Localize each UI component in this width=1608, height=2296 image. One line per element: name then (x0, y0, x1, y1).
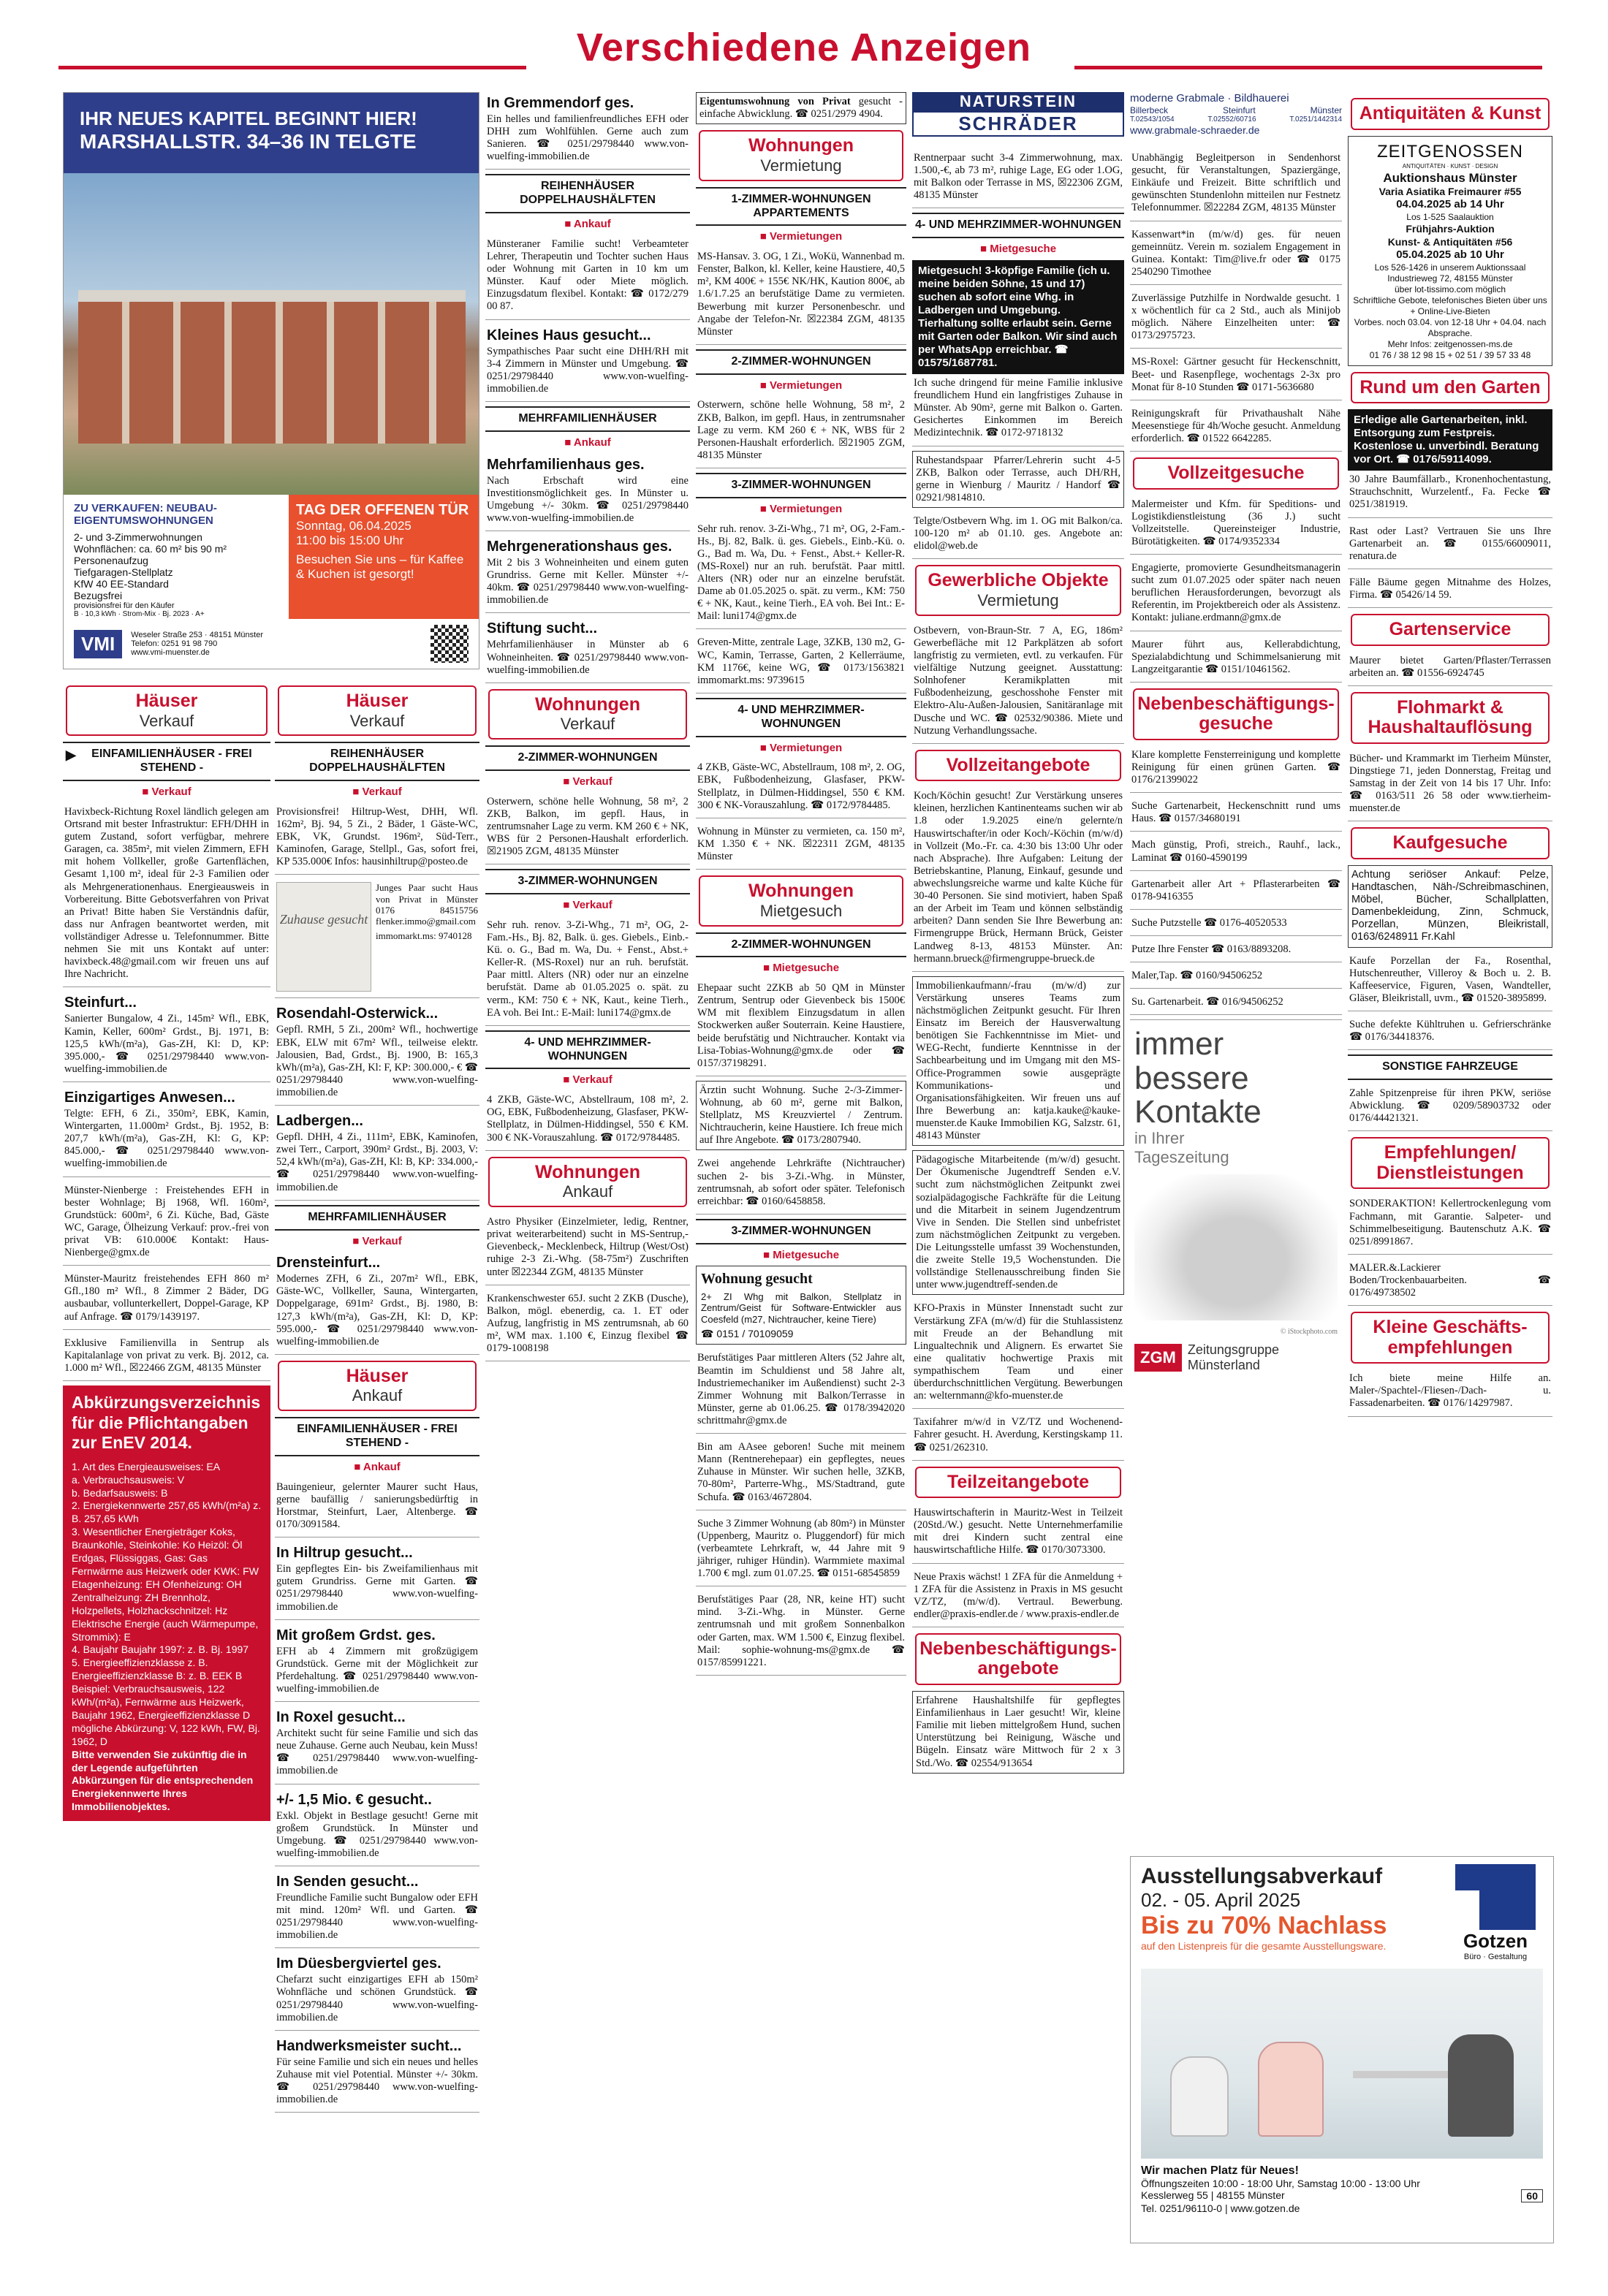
classified-ad[interactable]: Ärztin sucht Wohnung. Suche 2-/3-Zimmer-Wohnung, ab 60 m², gerne mit Balkon, Stellplatz, MS Kreuzviertel / Zentrum. Nichtraucherin, keine Haustiere. Ich freue mich auf Ihre Angebote. ☎ 0173/2807940. (696, 1081, 906, 1151)
tag-vermietungen: ■ Vermietungen (696, 230, 906, 243)
box-body: 2+ ZI Whg mit Balkon, Stellplatz in Zentrum/Geist für Software-Entwickler aus Coesfeld (m27, Nichtraucher, keine Tiere) (701, 1290, 901, 1325)
classified-ad[interactable]: Gartenarbeit aller Art + Pflasterarbeiten ☎ 0178-9416355 (1130, 875, 1342, 910)
naturstein-logo[interactable] (912, 92, 1124, 143)
garten-highlight-ad[interactable]: Erledige alle Gartenarbeiten, inkl. Entsorgung zum Festpreis. Kostenlose u. unverbindl. Beratung vor Ort. ☎ 0176/59114099. (1348, 409, 1552, 471)
classified-ad[interactable]: Telgte/Ostbevern Whg. im 1. OG mit Balkon/ca. 100-120 m² ab 01.10. ges. Angebote an: elidol@web.de (912, 512, 1124, 559)
vmi-ad[interactable] (63, 92, 479, 669)
classified-ad[interactable]: Mehrgenerationshaus ges. Mit 2 bis 3 Wohneinheiten und einem guten Grundriss. Gerne mit Keller. Münster +/- 40km. ☎ 0251/29798440 www.von-wuelfing-immobilien.de (485, 536, 690, 613)
subheading-mfh: MEHRFAMILIENHÄUSER (485, 406, 690, 432)
abbreviation-line: 4. Baujahr Baujahr 1997: z. B. Bj. 1997 (72, 1643, 249, 1656)
subheading-mfh: MEHRFAMILIENHÄUSER (275, 1205, 479, 1231)
classified-ad[interactable]: Klare komplette Fensterreinigung und komplette Reinigung für einen grünen Garten. ☎ 0176/21399022 (1130, 746, 1342, 793)
classified-ad[interactable]: Berufstätiges Paar mittleren Alters (52 Jahre alt, Beamtin im Schuldienst und 58 Jahre alt, Industriemechaniker im Außendienst) sucht 2-3 Zimmer Wohnung mit Balkon/Terrasse in Münster, gerne ab 01.06.25. ☎ 0178/3942020 schrittmahr@gmx.de (696, 1349, 906, 1434)
zeitgenossen-ad[interactable]: ZEITGENOSSEN ANTIQUITÄTEN · KUNST · DESIGN Auktionshaus Münster Varia Asiatika Freimaurer #55 04.04.2025 ab 14 Uhr Los 1-525 Saalauktion Frühjahrs-Auktion Kunst- & Antiquitäten #56 05.04.2025 ab 10 Uhr Los 526-1426 in unserem Auktionssaal Industrieweg 72, 48155 Münster über lot-tissimo.com möglich Schriftliche Gebote, telefonisches Bieten über uns + Online-Live-Bieten Vorbes. noch 03.04. von 12-18 Uhr + 04.04. nach Absprache. Mehr Infos: zeitgenossen-ms.de 01 76 / 38 12 98 15 + 02 51 / 39 57 33 48 (1348, 136, 1552, 366)
classified-ad[interactable]: Ruhestandspaar Pfarrer/Lehrerin sucht 4-5 ZKB, Balkon oder Terrasse, auch DH/RH, gerne in Wienburg / Mauritz / Handorf ☎ 02921/9814810. (912, 451, 1124, 508)
category-vollzeitangebote: Vollzeitangebote (915, 750, 1121, 782)
classified-ad[interactable]: Wohnung in Münster zu vermieten, ca. 150 m², KM 1.350 € + NK. ☒22311 ZGM, 48135 Münster (696, 823, 906, 870)
subheading-3zi: 3-ZIMMER-WOHNUNGEN (696, 473, 906, 498)
classified-ad[interactable]: Su. Gartenarbeit. ☎ 016/94506252 (1130, 993, 1342, 1015)
tag-verkauf: ■ Verkauf (275, 1235, 479, 1248)
tag-ankauf: ■ Ankauf (275, 1461, 479, 1474)
header-rule-left (58, 66, 526, 69)
classified-ad[interactable]: Mehrfamilienhaus ges. Nach Erbschaft wird eine Investitionsmöglichkeit ges. In Münster u. Umgebung +/- 30km. ☎ 0251/29798440 www.von-wuelfing-immobilien.de (485, 454, 690, 531)
subheading-4zi: 4- UND MEHRZIMMER-WOHNUNGEN (696, 698, 906, 737)
classified-ad[interactable]: Mach günstig, Profi, streich., Rauhf., lack., Laminat ☎ 0160-4590199 (1130, 836, 1342, 870)
ad-heading: In Gremmendorf ges. (487, 95, 634, 111)
tag-verkauf: ■ Verkauf (485, 775, 690, 788)
category-flohmarkt: Flohmarkt & Haushaltauflösung (1351, 692, 1550, 744)
tag-ankauf: ■ Ankauf (485, 436, 690, 449)
gotzen-dates: 02. - 05. April 2025 (1141, 1889, 1301, 1911)
classified-ad[interactable]: Greven-Mitte, zentrale Lage, 3ZKB, 130 m2, G-WC, Kamin, Terrasse, Garten, 2 Kellerräume, KM 1176€, keine WG, ☎ 0173/1563821 immomarkt.ms: 9739615 (696, 634, 906, 693)
classified-ad[interactable]: Berufstätiges Paar (28, NR, keine HT) sucht mind. 3-Zi.-Whg. in Münster. Gerne zentrumsnah und mit großem Sonnenbalkon oder Garten, max. WM 1.500 €, Einzug flexibel. Mail: sophie-wohnung-ms@gmx.de ☎ 0157/85991221. (696, 1591, 906, 1676)
column-2a (275, 680, 479, 2258)
category-wohnungen-verkauf: Wohnungen Verkauf (488, 689, 687, 740)
tag-verkauf: ■ Verkauf (63, 786, 270, 799)
subheading-2zi: 2-ZIMMER-WOHNUNGEN (485, 745, 690, 771)
classified-ad[interactable]: Achtung seriöser Ankauf: Pelze, Handtaschen, Näh-/Schreibmaschinen, Möbel, Bücher, Schallplatten, Damenbekleidung, Zinn, Schmuck, Porzellan, Münzen, Bleikristall, 0163/6248911 Fr.Kahl (1348, 865, 1552, 948)
abbreviation-line: a. Verbrauchsausweis: V (72, 1473, 185, 1486)
classified-ad[interactable]: Münster-Mauritz freistehendes EFH 860 m² Gfl.,180 m² Wfl., 8 Zimmer 2 Bäder, DG ausbaubar, vollunterkellert, Doppel-Garage, KP auf Anfrage. ☎ 0179/1439197. (63, 1270, 270, 1329)
abbreviation-title: Abkürzungsverzeichnis für die Pflichtangaben zur EnEV 2014. (72, 1392, 261, 1453)
category-empfehlungen: Empfehlungen/ Dienstleistungen (1351, 1137, 1550, 1189)
vmi-commission: provisionsfrei für den Käufer (74, 601, 175, 610)
naturstein-name: NATURSTEIN (912, 92, 1124, 111)
classified-ad[interactable]: Zahle Spitzenpreise für ihren PKW, seriöse Abwicklung. ☎ 0209/58903732 oder 0176/44421321. (1348, 1084, 1552, 1131)
category-nebenbeschaeftigung-angebote: Nebenbeschäftigungs-angebote (915, 1633, 1121, 1685)
category-kaufgesuche: Kaufgesuche (1351, 827, 1550, 859)
tag-ankauf: ■ Ankauf (485, 218, 690, 231)
gotzen-discount: Bis zu 70% Nachlass (1141, 1912, 1387, 1939)
category-vollzeitgesuche: Vollzeitgesuche (1133, 457, 1339, 490)
classified-ad[interactable]: MS-Roxel: Gärtner gesucht für Heckenschnitt, Beet- und Rasenpflege, wochentags 2-3x pro Monat für 8-10 Stunden ☎ 0171-5636680 (1130, 353, 1342, 400)
ad-code: immomarkt.ms: 9740128 (376, 930, 472, 941)
subheading-1zi: 1-ZIMMER-WOHNUNGEN APPARTEMENTS (696, 187, 906, 227)
gotzen-hours: Öffnungszeiten 10:00 - 18:00 Uhr, Samstag 10:00 - 13:00 Uhr (1141, 2178, 1420, 2189)
arrow-icon: ▶ (66, 748, 76, 763)
classified-ad[interactable]: Bauingenieur, gelernter Maurer sucht Haus, gerne baufällig / sanierungsbedürftig in Horstmar, Steinfurt, Laer, Altenberge. ☎ 0170/3091584. (275, 1478, 479, 1537)
ad-heading: Steinfurt... (64, 995, 137, 1011)
subheading-efh: ▶ EINFAMILIENHÄUSER - FREI STEHEND - (63, 742, 270, 781)
classified-ad[interactable]: Maler,Tap. ☎ 0160/94506252 (1130, 967, 1342, 989)
gotzen-claim: Wir machen Platz für Neues! (1141, 2164, 1299, 2177)
house-drawing-image: Zuhause gesucht (276, 882, 371, 992)
building-photo (64, 173, 479, 495)
abbreviation-line: 1. Art des Energieausweises: EA (72, 1460, 221, 1472)
classified-ad[interactable]: SONDERAKTION! Kellertrockenlegung vom Fachmann, mit Garantie. Salpeter- und Schimmelbeseitigung. Bautenschutz A.K. ☎ 0251/8991867. (1348, 1195, 1552, 1254)
vmi-feature: Bezugsfrei (74, 590, 123, 601)
subheading-4zi: 4- UND MEHRZIMMER-WOHNUNGEN (485, 1030, 690, 1070)
category-gewerbliche-objekte: Gewerbliche Objekte Vermietung (915, 565, 1121, 615)
classified-ad[interactable]: Neue Praxis wächst! 1 ZFA für die Anmeldung + 1 ZFA für die Assistenz in Praxis in MS gesucht VZ/TZ, (m/w/d). Vertraul. Bewerbung. endler@praxis-endler.de / www.praxis-endler.de (912, 1568, 1124, 1627)
category-wohnungen-ankauf: Wohnungen Ankauf (488, 1157, 687, 1207)
classified-ad[interactable]: Havixbeck-Richtung Roxel ländlich gelegen am Ortsrand mit bester Infrastruktur: EFH/DHH in gutem Zustand, sofort verfügbar, mehrere Garagen, ca. 385m², mit vielen Zimmern, EFH mit hohem Vollkeller, große Gartenflächen, Gesamt 1,100 m², ideal für 2-3 Familien oder als Mehrgenerationenhaus. Energieausweis in Vorbereitung. Bitte Gebotsverfahren von Privat an Privat! Bitte haben Sie Verständnis dafür, dass nur Anfragen beantwortet werden, mit vollständiger Adresse u. Telefonnummer. Bitte nehmen Sie mit uns Kontakt auf unter: havixbeck.48@gmail.com wir freuen uns auf Ihre Nachricht. (63, 803, 270, 988)
gotzen-logo-sub: Büro · Gestaltung (1463, 1953, 1528, 1961)
open-house-date: Sonntag, 06.04.2025 (296, 519, 412, 533)
category-garten: Rund um den Garten (1351, 372, 1550, 404)
category-haeuser-ankauf: Häuser Ankauf (278, 1361, 477, 1411)
classified-ad[interactable]: Bin am AAsee geboren! Suche mit meinem Mann (Rentnerehepaar) ein gepflegtes, neues Zuhause in Münster. Wir suchen helle, 3ZKB, 70-80m², Parterre-Whg., MS/Stadtrand, gute Schufa. ☎ 0163/4672804. (696, 1438, 906, 1510)
tag-vermietungen: ■ Vermietungen (696, 742, 906, 755)
category-gartenservice: Gartenservice (1351, 614, 1550, 646)
zgm-logo: ZGM (1134, 1344, 1182, 1372)
page-title: Verschiedene Anzeigen (562, 15, 1046, 80)
category-teilzeitangebote: Teilzeitangebote (915, 1467, 1121, 1499)
vmi-feature: Tiefgaragen-Stellplatz (74, 566, 173, 578)
classified-ad[interactable]: Bücher- und Krammarkt im Tierheim Münster, Dingstiege 71, jeden Donnerstag, Freitag und Samstag in der Zeit von 14 bis 17 Uhr. Info: ☎ 0163/511 26 58 oder www.tierheim-muenster.de (1348, 750, 1552, 822)
category-subtitle: Verkauf (139, 711, 194, 730)
wohnung-gesucht-box[interactable] (696, 1266, 906, 1345)
furniture-image (1141, 1969, 1543, 2159)
open-house-time: 11:00 bis 15:00 Uhr (296, 533, 404, 547)
gotzen-logo-icon (1455, 1864, 1536, 1930)
classified-ad[interactable]: Pädagogische Mitarbeitende (m/w/d) gesucht. Der Ökumenische Jugendtreff Senden e.V. sucht zum nächstmöglichen Zeitpunkt zwei sozialpädagogische Fachkräfte für die Leitung und die Mitarbeit in seinem Jugendzentrum Vive in Senden. Die Stellen sind unbefristet zum nächstmöglichen Zeitpunkt zu vergeben. Die Leitungsstelle umfasst 39 Wochenstunden, die zweite Stelle 19,5 Wochenstunden. Die vollständige Stellenausschreibung finden Sie unter www.jugendtreff-senden.de (912, 1150, 1124, 1295)
classified-ad[interactable] (275, 1252, 479, 1355)
category-wohnungen-vermietung: Wohnungen Vermietung (699, 130, 903, 180)
box-title: Wohnung gesucht (701, 1271, 813, 1288)
gotzen-address: Kesslerweg 55 | 48155 Münster (1141, 2189, 1285, 2201)
vmi-feature: 2- und 3-Zimmerwohnungen (74, 531, 202, 543)
classified-ad[interactable] (63, 1087, 270, 1177)
classified-ad[interactable]: Taxifahrer m/w/d in VZ/TZ und Wochenend-Fahrer gesucht. H. Averdung, Kerstingskamp 11. ☎ 0251/262310. (912, 1413, 1124, 1460)
classified-ad[interactable]: Koch/Köchin gesucht! Zur Verstärkung unseres kleinen, herzlichen Kantinenteams suchen wir ab 1.8 oder 1.9.2025 eine/n gelernte/n Hauswirtschafter/in oder Koch/-Köchin (m/w/d) in Vollzeit (Mo.-Fr. ca. 4:30 bis 13:00 Uhr oder nach Absprache). Ihre Aufgaben: Leitung der Betriebskantine, Planung, Einkauf, gesunde und abwechslungsreiche warme und kalte Küche für 30-40 Personen. Sie sind motiviert, haben Spaß an der Arbeit im Team und können selbständig arbeiten? Dann senden Sie Ihre Bewerbung an: Firmengruppe Brück, Hermann Brück, Geister Landweg 8-13, 48153 Münster. An: hermann.brueck@firmengruppe-brueck.de (912, 787, 1124, 972)
classified-ad[interactable]: Suche Gartenarbeit, Heckenschnitt rund ums Haus. ☎ 0157/34680191 (1130, 797, 1342, 832)
subheading-3zi: 3-ZIMMER-WOHNUNGEN (696, 1219, 906, 1244)
vmi-logo: VMI (74, 630, 122, 658)
category-title: Häuser (135, 691, 198, 711)
classified-ad[interactable]: Maurer führt aus, Kellerabdichtung, Spezialabdichtung und Schimmelsanierung mit Langzeitgarantie ☎ 0151/10461562. (1130, 636, 1342, 683)
category-haeuser-verkauf (66, 685, 268, 736)
subheading-2zi: 2-ZIMMER-WOHNUNGEN (696, 932, 906, 958)
abbreviation-line: b. Bedarfsausweis: B (72, 1486, 168, 1499)
classified-ad[interactable]: Osterwern, schöne helle Wohnung, 58 m², 2 ZKB, Balkon, im gepfl. Haus, in zentrumsnaher Lage zu verm. KM 260 € + NK, WBS für 2 Personen-Haushalt erforderlich. ☒21905 ZGM, 48135 Münster (485, 793, 690, 865)
classified-ad[interactable]: Osterwern, schöne helle Wohnung, 58 m², 2 ZKB, Balkon, im gepfl. Haus, in zentrumsnaher Lage zu verm. KM 260 € + NK, WBS für 2 Personen-Haushalt erforderlich. ☒21905 ZGM, 48135 Münster (696, 396, 906, 468)
tag-verkauf: ■ Verkauf (485, 899, 690, 912)
classified-ad[interactable]: Maurer bietet Garten/Pflaster/Terrassen arbeiten an. ☎ 01556-6924745 (1348, 652, 1552, 686)
naturstein-info: moderne Grabmale · Bildhauerei Billerbeck Steinfurt Münster T.02543/1054 T.02552/60716 T.0251/1442314 www.grabmale-schraeder.de (1130, 92, 1342, 136)
subheading-rh-dhh: REIHENHÄUSER DOPPELHAUSHÄLFTEN (275, 742, 479, 781)
vmi-energy: B · 10,3 kWh · Strom-Mix · Bj. 2023 · A+ (74, 610, 205, 618)
classified-ad[interactable]: Sehr ruh. renov. 3-Zi-Whg., 71 m², OG, 2-Fam.-Hs., Bj. 82, Balk. ü. ges. Giebels., Einb.-Kü. o. G., Bad m. Wa, Du. + Fenst., Abst.+ Keller-R. (MS-Roxel) nur an ruh. berufstät. Paar mittl. Alters (NR) oder nur an einzelne berufstät. Dame ab 01.05.2025 o. spät. zu verm., KM: 750 € + NK, Kaut., keine Tierh., EA voh. Bei Int.: E-Mail: luni174@gmx.de (696, 520, 906, 630)
vmi-address-headline: MARSHALLSTR. 34–36 IN TELGTE (80, 130, 417, 153)
classified-ad[interactable]: Provisionsfrei! Hiltrup-West, DHH, Wfl. 162m², Bj. 94, 5 Zi., 2 Bäder, 1 Gäste-WC, EBK, VK, Grundst. 196m², Süd-Terr., Kaminofen, Garage, Stellpl., Gas, sofort frei, KP 535.000€ Infos: hausinhiltrup@posteo.de (275, 803, 479, 875)
vmi-feature: Wohnflächen: ca. 60 m² bis 90 m² (74, 543, 227, 555)
classified-ad[interactable]: In Hiltrup gesucht... Ein gepflegtes Ein- bis Zweifamilienhaus mit gutem Grundriss. Gerne mit Garten. ☎ 0251/29798440 www.von-wuelfing-immobilien.de (275, 1542, 479, 1619)
subheading-efh: EINFAMILIENHÄUSER - FREI STEHEND - (275, 1417, 479, 1456)
classified-ad[interactable]: 30 Jahre Baumfällarb., Kronenhochentastung, Strauchschnitt, Wurzelentf., Fa. Fecke ☎ 0251/381919. (1348, 471, 1552, 517)
mietgesuch-highlight-ad[interactable]: Mietgesuch! 3-köpfige Familie (ich u. meine beiden Söhne, 15 und 17) suchen ab sofort eine Whg. in Ladbergen und Umgebung. Tierhaltung sollte erlaubt sein. Gerne mit Garten oder Balkon. Wir sind auch per WhatsApp erreichbar. ☎ 01575/1687781. (912, 260, 1124, 374)
tag-verkauf: ■ Verkauf (275, 786, 479, 799)
zgm-promo: immer bessere Kontakte in Ihrer Tageszeitung © iStockphoto.com ZGM Zeitungsgruppe Münsterland (1130, 1019, 1342, 1380)
ad-body: Junges Paar sucht Haus von Privat in Münster 0176 84515756 flenker.immo@gmail.com (376, 882, 478, 927)
classified-ad[interactable]: Suche Putzstelle ☎ 0176-40520533 (1130, 914, 1342, 936)
vmi-sale-title: ZU VERKAUFEN: NEUBAU-EIGENTUMSWOHNUNGEN (74, 502, 217, 527)
category-kleine-geschaefte: Kleine Geschäfts-empfehlungen (1351, 1312, 1550, 1364)
header-rule-right (1074, 66, 1542, 69)
classified-ad[interactable]: Kaufe Porzellan der Fa., Rosenthal, Hutschenreuther, Villeroy & Boch u. 2. B. Kaffeeservice, Figuren, Vasen, Wandteller, Gläser, Bleikristall, uvm., ☎ 01520-3895899. (1348, 952, 1552, 1011)
abbreviation-line: Beispiel: Verbrauchsausweis, 122 kWh/(m²a), Fernwärme aus Heizwerk, Baujahr 1962, Energieeffizienzklasse D mögliche Abkürzung: V, 122 kWh, FW, Bj. 1962, D (72, 1683, 260, 1747)
classified-ad[interactable]: MALER.&.Lackierer Boden/Trockenbauarbeiten. ☎ 0176/49738502 (1348, 1259, 1552, 1306)
ad-heading: Drensteinfurt... (276, 1255, 381, 1271)
vmi-feature: Personenaufzug (74, 555, 148, 566)
classified-ad[interactable]: Im Düesbergviertel ges. Chefarzt sucht einzigartiges EFH ab 150m² Wohnfläche und schönen Grundstück. ☎ 0251/29798440 www.von-wuelfing-immobilien.de (275, 1953, 479, 2030)
classified-ad[interactable]: Engagierte, promovierte Gesundheitsmanagerin sucht zum 01.07.2025 oder später nach neuen beruflichen Herausforderungen, bevorzugt als Referentin, im Projektbereich oder als Assistenz. Kontakt: juliane.erdmann@gmx.de (1130, 559, 1342, 631)
column-1 (63, 680, 270, 2258)
classified-ad[interactable]: Ich biete meine Hilfe an. Maler-/Spachtel-/Fliesen-/Dach- u. Fassadenarbeiten. ☎ 0176/14297987. (1348, 1369, 1552, 1416)
classified-ad[interactable]: Reinigungskraft für Privathaushalt Nähe Meesenstiege für 4h/Woche gesucht. Anmeldung erforderlich. ☎ 01522 6642285. (1130, 405, 1342, 452)
classified-ad[interactable]: Kassenwart*in (m/w/d) ges. für neuen gemeinnütz. Verein m. sozialem Engagement in Guinea. Kontakt: Tim@live.fr oder ☎ 0175 2540290 Timothee (1130, 226, 1342, 285)
open-house-title: TAG DER OFFENEN TÜR (296, 502, 469, 518)
classified-ad[interactable]: Sehr ruh. renov. 3-Zi-Whg., 71 m², OG, 2-Fam.-Hs., Bj. 82, Balk. ü. ges. Giebels., Einb.-Kü. o. G., Bad m. Wa, Du. + Fenst., Abst.+ Keller-R. (MS-Roxel) nur an ruh. berufstät. Paar mittl. Alters (NR) oder nur an einzelne berufstät. Dame ab 01.05.2025 o. spät. zu verm., KM: 750 € + NK, Kaut., keine Tierh., EA voh. Bei Int.: E-Mail: luni174@gmx.de (485, 916, 690, 1026)
category-wohnungen-mietgesuch: Wohnungen Mietgesuch (699, 875, 903, 926)
classified-ad[interactable]: Münster-Nienberge : Freistehendes EFH in bester Wohnlage; Bj 1968, Wfl. 160m², Grundstück: 600m², 6 Zi. Küche, Bad, Gäste WC, Garage, Ölheizung Verkauf: prov.-frei von privat VB: 610.000€ Kontakt: Haus-Nienberge@gmx.de (63, 1182, 270, 1266)
ad-body: Gepfl. RMH, 5 Zi., 200m² Wfl., hochwertige EBK, ELW mit 67m² Wfl., teilweise elektr. Jalousien, Bad, Grdst., Bj. 1900, B: 165,3 kWh/(m²a), Gas-ZH, Kl: F, KP: 300.000,- € ☎ 0251/29798440 www.von-wuelfing-immobilien.de (276, 1024, 478, 1098)
open-house-invite: Besuchen Sie uns – für Kaffee & Kuchen ist gesorgt! (296, 552, 464, 581)
gotzen-badge: 60 (1521, 2189, 1543, 2202)
ad-body: Modernes ZFH, 6 Zi., 207m² Wfl., EBK, Gäste-WC, Vollkeller, Sauna, Wintergarten, Doppelgarage, 691m² Grdst., Bj. 1980, B: 127,3 kWh/(m²a), Gas-ZH, Kl: D, KP: 595.000,- ☎ 0251/29798440 www.von-wuelfing-immobilien.de (276, 1273, 478, 1347)
classified-ad[interactable]: Fälle Bäume gegen Mitnahme des Holzes, Firma. ☎ 05426/14 59. (1348, 574, 1552, 608)
classified-ad[interactable]: Kleines Haus gesucht... Sympathisches Paar sucht eine DHH/RH mit 3-4 Zimmern in Münster und Umgebung. ☎ 0251/29798440 www.von-wuelfing-immobilien.de (485, 324, 690, 402)
classified-ad[interactable]: Suche 3 Zimmer Wohnung (ab 80m²) in Münster (Uppenberg, Mauritz o. Pluggendorf) für mich (verbeamtete Lehrkraft, w, 44 Jahre mit 9 jähriger, ruhiger Hündin). Warmmiete maximal 1.700 € mgl. zum 01.07.25. ☎ 0151-68545859 (696, 1515, 906, 1587)
vmi-headline: IHR NEUES KAPITEL BEGINNT HIER! (80, 107, 417, 129)
subheading-2zi: 2-ZIMMER-WOHNUNGEN (696, 349, 906, 375)
vmi-address: Weseler Straße 253 · 48151 Münster (131, 631, 264, 639)
ad-body: Sanierter Bungalow, 4 Zi., 145m² Wfl., EBK, Kamin, Keller, 600m² Grdst., Bj. 1971, B: 125,5 kWh/(m²a), Gas-ZH, Kl: D, KP: 395.000,- ☎ 0251/29798440 www.von-wuelfing-immobilien.de (64, 1013, 269, 1075)
ad-body: Gepfl. DHH, 4 Zi., 111m², EBK, Kaminofen, zwei Terr., Carport, 390m² Grdst., Bj. 2003, V: 52,4 kWh/(m²a), Gas-ZH, Kl: B, KP: 334.000,- ☎ 0251/29798440 www.von-wuelfing-immobilien.de (276, 1131, 478, 1193)
tag-verkauf: ■ Verkauf (485, 1073, 690, 1087)
schraeder-name: SCHRÄDER (912, 111, 1124, 137)
classified-ad[interactable]: Suche defekte Kühltruhen u. Gefrierschränke ☎ 0176/34418376. (1348, 1016, 1552, 1050)
gotzen-contact[interactable]: Tel. 0251/96110-0 | www.gotzen.de (1141, 2202, 1300, 2214)
column-4 (696, 92, 906, 2255)
classified-ad[interactable]: Malermeister und Kfm. für Speditions- und Logistikdienstleistung (36 J.) sucht Vollzeitstelle. Quereinsteiger Industrie, Bürotätigkeiten. ☎ 0174/9352334 (1130, 495, 1342, 555)
classified-ad[interactable]: Unabhängig Begleitperson in Sendenhorst gesucht, für Veranstaltungen, Spaziergänge, Einkäufe und Freizeit. Bitte schriftlich und gewünschten Stundenlohn mitteilen nur Festnetz Telefonnummer. ☒22284 ZGM, 48135 Münster (1130, 149, 1342, 221)
classified-ad[interactable]: Ehepaar sucht 2ZKB ab 50 QM in Münster Zentrum, Sentrup oder Gievenbeck bis 1500€ WM mit flexiblem Einzugsdatum in allen Stockwerken außer Souterrain. Keine Haustiere, beide berufstätig und Nichtraucher. Kontakt via Lisa-Tobias-Wohnung@gmx.de oder ☎ 0157/37198291. (696, 979, 906, 1076)
classified-ad[interactable]: Rast oder Last? Vertrauen Sie uns Ihre Gartenarbeit an. ☎ 0155/66009011, renatura.de (1348, 522, 1552, 569)
classified-ad[interactable]: In Senden gesucht... Freundliche Familie sucht Bungalow oder EFH mit mind. 120m² Wfl. und Garten. ☎ 0251/29798440 www.von-wuelfing-immobilien.de (275, 1871, 479, 1948)
subheading-rh-dhh: REIHENHÄUSER DOPPELHAUSHÄLFTEN (485, 174, 690, 213)
ad-body: Telgte: EFH, 6 Zi., 350m², EBK, Kamin, Wintergarten, 11.000m² Grdst., Bj. 1952, B: 207,7 kWh/(m²a), Gas-ZH, Kl: G, KP: 845.000,- ☎ 0251/29798440 www.von-wuelfing-immobilien.de (64, 1107, 269, 1170)
classified-ad[interactable]: Ostbevern, von-Braun-Str. 7 A, EG, 186m² Gewerbefläche mit 12 Parkplätzen ab sofort langfristig zu vermieten, evtl. zu verkaufen. Für vielfältige Nutzung geeignet. Ausstattung: Solnhofener Keramikplatten mit Fußbodenheizung, geschosshohe Fenster mit Elektro-Alu-Außen-Jalousien, Sanitäranlage mit Dusche und WC. ☎ 02532/90386. Miete und Nutzung Verhandlungssache. (912, 622, 1124, 744)
classified-ad[interactable]: 4 ZKB, Gäste-WC, Abstellraum, 108 m², 2. OG, EBK, Fußbodenheizung, Glasfaser, PKW-Stellplatz, in Dülmen-Hiddingsel, 550 € KM. 300 € NK-Vorauszahlung. ☎ 0172/9784485. (485, 1091, 690, 1150)
vmi-phone: Telefon: 0251 91 98 790 (131, 639, 218, 648)
qr-code-icon (431, 625, 469, 663)
classified-ad[interactable]: Handwerksmeister sucht... Für seine Familie und sich ein neues und helles Zuhause mit viel Potential. Münster +/- 30km. ☎ 0251/29798440 www.von-wuelfing-immobilien.de (275, 2035, 479, 2113)
classified-ad[interactable]: In Gremmendorf ges. Ein helles und familienfreundliches EFH oder DHH zum Wohlfühlen. Gerne auch zum Sanieren. ☎ 0251/29798440 www.von-wuelfing-immobilien.de (485, 92, 690, 170)
classified-ad[interactable]: +/- 1,5 Mio. € gesucht.. Exkl. Objekt in Bestlage gesucht! Gerne mit großem Grundstück. In Münster und Umgebung. ☎ 0251/29798440 www.von-wuelfing-immobilien.de (275, 1789, 479, 1866)
column-3 (485, 92, 690, 2255)
classified-ad[interactable]: In Roxel gesucht... Architekt sucht für seine Familie und sich das neue Zuhause. Gerne auch Neubau, kein Muss! ☎ 0251/29798440 www.von-wuelfing-immobilien.de (275, 1706, 479, 1784)
tag-mietgesuche: ■ Mietgesuche (696, 962, 906, 975)
classified-ad[interactable]: Zwei angehende Lehrkräfte (Nichtraucher) suchen 2- bis 3-Zi.-Whg. in Münster, zentrumsnah, ab sofort oder später. Telefonisch erreichbar: ☎ 0160/6458858. (696, 1155, 906, 1214)
classified-ad[interactable]: Mit großem Grdst. ges. EFH ab 4 Zimmern mit großzügigem Grundstück. Gerne mit der Möglichkeit zur Pferdehaltung. ☎ 0251/29798440 www.von-wuelfing-immobilien.de (275, 1624, 479, 1702)
ad-heading: Ladbergen... (276, 1113, 363, 1130)
tag-mietgesuche: ■ Mietgesuche (696, 1249, 906, 1262)
category-haeuser-verkauf-2: Häuser Verkauf (278, 685, 477, 736)
gotzen-ad[interactable] (1130, 1856, 1554, 2243)
classified-ad[interactable]: Immobilienkaufmann/-frau (m/w/d) zur Verstärkung unseres Teams zum nächstmöglichen Zeitpunkt gesucht. Für Ihren Einsatz im Bereich der Hausverwaltung benötigen Sie Fachkenntnisse im Miet- und WEG-Recht, fundierte Kenntnisse in der Sachbearbeitung und im Umgang mit den MS-Office-Programmen sowie ausgeprägte Kommunikations- und Organisationsfähigkeiten. Wir freuen uns auf Ihre Bewerbung an: katja.kauke@kauke-muenster.de Kauke Immobilien KG, Salzstr. 61, 48143 Münster (912, 976, 1124, 1146)
abbreviation-line: 3. Wesentlicher Energieträger Koks, Braunkohle, Steinkohle: Ko Heizöl: Öl Erdgas, Flüssiggas, Gas: Gas Fernwärme aus Heizwerk oder KWK: FW Etagenheizung: EH Ofenheizung: OH Zentralheizung: ZH Brennholz, Holzpellets, Holzhackschnitzel: Hz Elektrische Energie (auch Wärmepumpe, Strommix): E (72, 1526, 259, 1643)
subheading-3zi: 3-ZIMMER-WOHNUNGEN (485, 869, 690, 894)
subheading-4zi: 4- UND MEHRZIMMER-WOHNUNGEN (912, 213, 1124, 238)
gotzen-logo: Gotzen (1463, 1930, 1528, 1952)
classified-ad[interactable]: 4 ZKB, Gäste-WC, Abstellraum, 108 m², 2. OG, EBK, Fußbodenheizung, Glasfaser, PKW-Stellplatz, in Dülmen-Hiddingsel, 550 € KM. 300 € NK-Vorauszahlung. ☎ 0172/9784485. (696, 759, 906, 818)
classified-ad[interactable] (275, 1003, 479, 1106)
category-antiquitaeten: Antiquitäten & Kunst (1351, 98, 1550, 130)
page-header (0, 15, 1608, 80)
vmi-web[interactable]: www.vmi-muenster.de (131, 648, 210, 657)
column-5 (912, 92, 1124, 2255)
classified-ad[interactable] (63, 992, 270, 1082)
tag-vermietungen: ■ Vermietungen (696, 503, 906, 516)
classified-ad[interactable]: KFO-Praxis in Münster Innenstadt sucht zur Verstärkung ZFA (m/w/d) für die Stuhlassistenz mit Freude an der Behandlung mit Lingualtechnik und Alignern. Es erwartet Sie eine qualitativ hochwertige Praxis mit sympathischem Team und einer überdurchschnittlichen Vergütung. Bewerbungen an: welternmann@kfo-muenster.de (912, 1299, 1124, 1409)
abbreviation-line: 2. Energiekennwerte 257,65 kWh/(m²a) z. B. 257,65 kWh (72, 1499, 262, 1525)
ad-heading: Einzigartiges Anwesen... (64, 1089, 235, 1106)
classified-ad[interactable]: Stiftung sucht... Mehrfamilienhäuser in Münster ab 6 Wohneinheiten. ☎ 0251/29798440 www.von-wuelfing-immobilien.de (485, 617, 690, 683)
classified-ad[interactable]: Eigentumswohnung von Privat gesucht - einfache Abwicklung. ☎ 0251/2979 4904. (696, 92, 906, 124)
vmi-feature: KfW 40 EE-Standard (74, 578, 169, 590)
box-phone: ☎ 0151 / 70109059 (701, 1327, 794, 1339)
ad-heading: Rosendahl-Osterwick... (276, 1006, 439, 1022)
classified-ad[interactable]: Erfahrene Haushaltshilfe für gepflegtes Einfamilienhaus in Laer gesucht! Wir, kleine Familie mit lieben mittelgroßem Hund, suchen Unterstützung bei Reinigung, Wäsche und Bügeln. Einsatz wäre Mittwoch für 2 x 3 Std./Wo. ☎ 02554/913654 (912, 1691, 1124, 1774)
category-nebenbeschaeftigung-gesuche: Nebenbeschäftigungs-gesuche (1133, 688, 1339, 740)
abbreviation-line: 5. Energieeffizienzklasse z. B. Energieeffizienzklasse B: z. B. EEK B (72, 1657, 243, 1682)
rolodex-image (1134, 1174, 1338, 1320)
subheading-sonstige-fahrzeuge: SONSTIGE FAHRZEUGE (1348, 1054, 1552, 1080)
classified-ad[interactable]: Exklusive Familienvilla in Sentrup als Kapitalanlage von privat zu verk. Bj. 2012, ca. 1.000 m² Wfl., ☒22466 ZGM, 48135 Münster (63, 1334, 270, 1381)
gotzen-title: Ausstellungsabverkauf (1141, 1864, 1383, 1888)
abbreviation-line: Bitte verwenden Sie zukünftig die in der Legende aufgeführten Abkürzungen für die entsprechenden Energiekennwerte Ihres Immobilienobjektes. (72, 1748, 254, 1813)
tag-vermietungen: ■ Vermietungen (696, 379, 906, 392)
classified-ad[interactable]: Astro Physiker (Einzelmieter, ledig, Rentner, privat weiterarbeitend) sucht in MS-Sentrup,-Gievenbeck,- Mecklenbeck, Hiltrup (West/Ost) ruhige 2-3 Zi.-Whg. (58-75m²) Zuschriften unter ☒22344 ZGM, 48135 Münster (485, 1213, 690, 1285)
classified-ad[interactable]: Putze Ihre Fenster ☎ 0163/8893208. (1130, 940, 1342, 962)
classified-ad[interactable]: Ich suche dringend für meine Familie inklusive freundlichem Hund ein langfristiges Zuhause in Münster. Ab 90m², gerne mit Balkon o. Garten. Gesichertes Einkommen im Bereich Medizintechnik. ☎ 0172-9718132 (912, 374, 1124, 446)
gotzen-sub: auf den Listenpreis für die gesamte Ausstellungsware. (1141, 1940, 1387, 1952)
classified-ad[interactable]: Münsteraner Familie sucht! Verbeamteter Lehrer, Therapeutin und Tochter suchen Haus oder Wohnung mit Garten in 10 km um Münster. Kauf oder Miete möglich. Einzugsdatum flexibel. Kontakt: ☎ 0172/279 00 87. (485, 235, 690, 320)
column-7 (1348, 92, 1552, 1410)
abbreviation-box (63, 1385, 270, 1821)
tag-mietgesuche: ■ Mietgesuche (912, 243, 1124, 256)
classified-ad[interactable]: Krankenschwester 65J. sucht 2 ZKB (Dusche), Balkon, mögl. ebenerdig, ca. 1. ET oder Aufzug, langfristig in MS zentrumsnah, ab 60 m², WM max. 1.100 €, Einzug flexibel ☎ 0179-1008198 (485, 1290, 690, 1362)
classified-ad[interactable] (275, 1110, 479, 1201)
classified-ad[interactable]: Zuverlässige Putzhilfe in Nordwalde gesucht. 1 x wöchentlich für ca 2 Std., auch als Minijob möglich. Nähere Einzelheiten unter: ☎ 0173/2975723. (1130, 289, 1342, 349)
classified-ad[interactable] (275, 879, 479, 998)
classified-ad[interactable]: Hauswirtschafterin in Mauritz-West in Teilzeit (20Std./W.) gesucht. Nette Unternehmerfamilie mit drei Kindern sucht zentral eine hauswirtschaftliche Hilfe. ☎ 0170/3073300. (912, 1504, 1124, 1563)
classified-ad[interactable]: MS-Hansav. 3. OG, 1 Zi., WoKü, Wannenbad m. Fenster, Balkon, kl. Keller, keine Haustiere, 40,5 m², KM 400€ + 155€ NK/HK, Kaution 800€, ab 1.6/1.7.25 an berufstätige Dame zu vermieten. Bewerbung mit kurzer Personenbeschr. und Angabe der Telefon-Nr. ☒22384 ZGM, 48135 Münster (696, 248, 906, 345)
classified-ad[interactable]: Rentnerpaar sucht 3-4 Zimmerwohnung, max. 1.500,-€, ab 73 m², ruhige Lage, EG oder 1.OG, mit Balkon oder Terrasse in MS, ☒22306 ZGM, 48135 Münster (912, 149, 1124, 208)
